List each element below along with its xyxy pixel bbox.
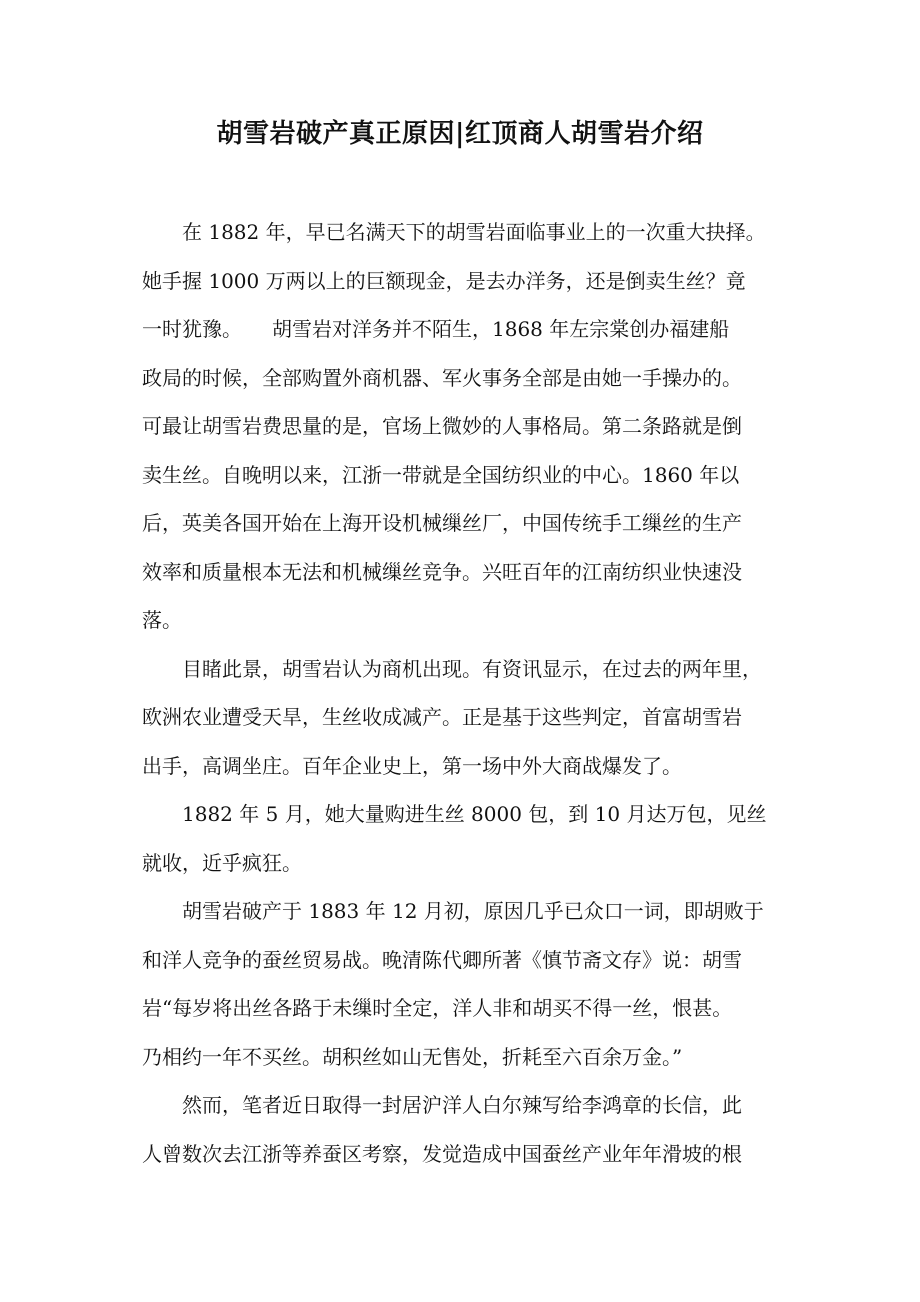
paragraph-4-line-2: 和洋人竞争的蚕丝贸易战。晚清陈代卿所著《慎节斋文存》说：胡雪 [142,947,742,972]
paragraph-4-line-4: 乃相约一年不买丝。胡积丝如山无售处，折耗至六百余万金。” [142,1044,683,1069]
paragraph-1-line-1: 在 1882 年，早已名满天下的胡雪岩面临事业上的一次重大抉择。 [182,220,766,244]
paragraph-1-line-7: 后，英美各国开始在上海开设机械缫丝厂，中国传统手工缫丝的生产 [142,511,742,535]
paragraph-4-line-3: 岩“每岁将出丝各路于未缫时全定，洋人非和胡买不得一丝，恨甚。 [142,996,733,1020]
paragraph-2-line-1: 目睹此景，胡雪岩认为商机出现。有资讯显示，在过去的两年里， [182,656,762,681]
paragraph-1-line-5: 可最让胡雪岩费思量的是，官场上微妙的人事格局。第二条路就是倒 [142,414,742,438]
paragraph-1-line-9: 落。 [142,608,182,632]
paragraph-3-line-1: 1882 年 5 月，她大量购进生丝 8000 包，到 10 月达万包，见丝 [182,802,767,826]
document-title: 胡雪岩破产真正原因|红顶商人胡雪岩介绍 [216,119,704,149]
paragraph-5-line-1: 然而，笔者近日取得一封居沪洋人白尔辣写给李鸿章的长信，此 [182,1093,742,1117]
paragraph-1-line-3: 一时犹豫。 胡雪岩对洋务并不陌生，1868 年左宗棠创办福建船 [142,317,730,341]
paragraph-2-line-2: 欧洲农业遭受天旱，生丝收成减产。正是基于这些判定，首富胡雪岩 [142,705,742,729]
paragraph-3-line-2: 就收，近乎疯狂。 [142,850,302,875]
paragraph-1-line-2: 她手握 1000 万两以上的巨额现金，是去办洋务，还是倒卖生丝？竟 [142,268,746,293]
paragraph-2-line-3: 出手，高调坐庄。百年企业史上，第一场中外大商战爆发了。 [142,753,682,778]
document-body [142,212,792,1182]
paragraph-1-line-6: 卖生丝。自晚明以来，江浙一带就是全国纺织业的中心。1860 年以 [142,462,740,487]
paragraph-5-line-2: 人曾数次去江浙等养蚕区考察，发觉造成中国蚕丝产业年年滑坡的根 [142,1141,742,1166]
paragraph-1-line-8: 效率和质量根本无法和机械缫丝竞争。兴旺百年的江南纺织业快速没 [142,559,742,584]
paragraph-4-line-1: 胡雪岩破产于 1883 年 12 月初，原因几乎已众口一词，即胡败于 [182,899,764,923]
paragraph-1-line-4: 政局的时候，全部购置外商机器、军火事务全部是由她一手操办的。 [142,365,742,390]
